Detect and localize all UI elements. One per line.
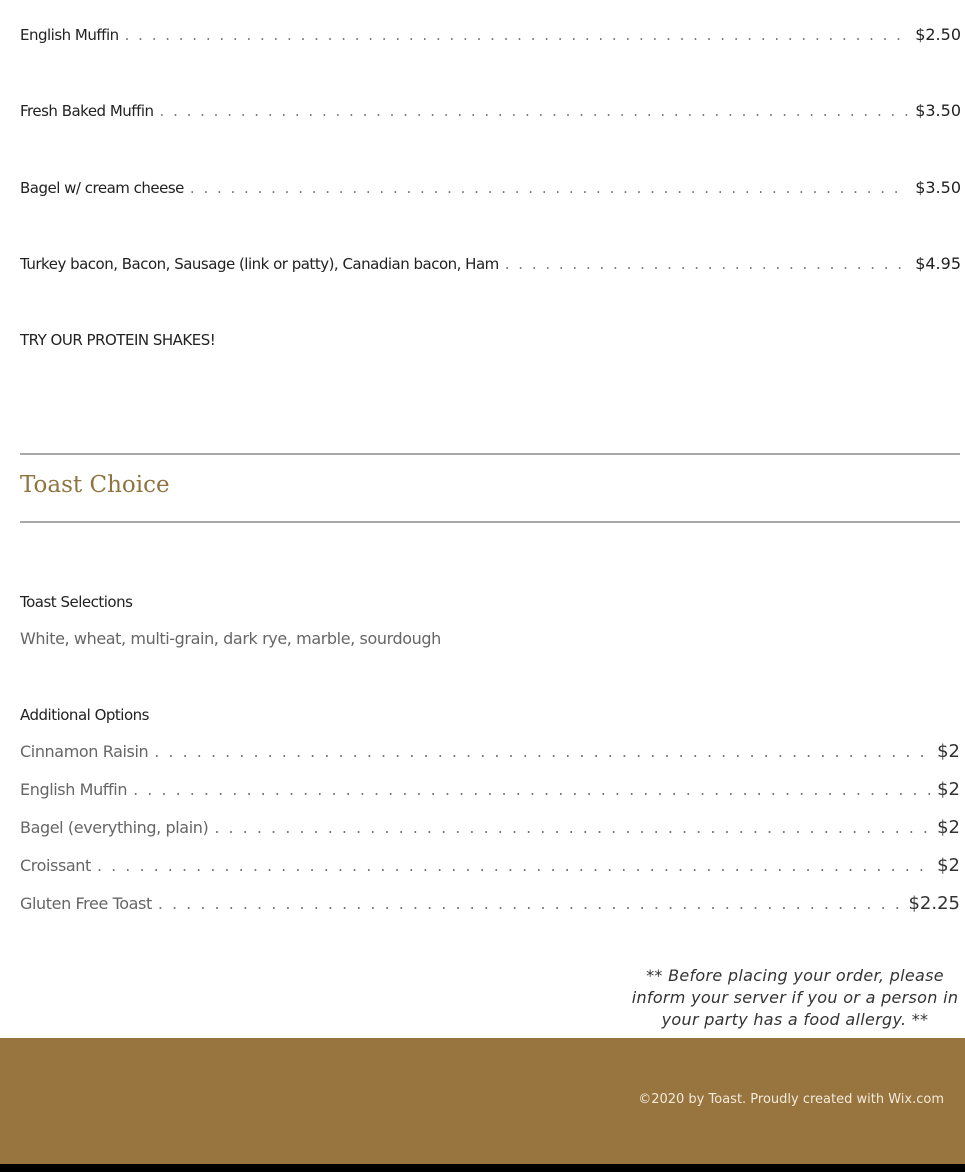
option-item [20,855,960,876]
menu-item [20,25,961,44]
dot-leader [154,742,931,761]
option-item-name: Croissant [20,856,91,875]
dot-leader [214,818,931,837]
bottom-bar [0,1164,965,1172]
dot-leader [125,26,910,44]
menu-item-price: $3.50 [915,101,961,120]
option-item [20,779,960,800]
option-item-name: English Muffin [20,780,128,799]
option-item-price: $2.25 [908,893,960,914]
option-item-price: $2 [937,741,960,762]
dot-leader [190,179,909,197]
additional-options-heading: Additional Options [20,706,149,724]
menu-item [20,254,961,273]
menu-item-price: $2.50 [915,25,961,44]
dot-leader [97,856,931,875]
dot-leader [133,780,931,799]
allergy-notice: ** Before placing your order, please inform your server if you or a person in your party has a food allergy. ** [631,966,959,1029]
option-item [20,817,960,838]
dot-leader [160,102,910,120]
section-title: Toast Choice [20,472,170,498]
menu-item [20,101,961,120]
option-item-price: $2 [937,779,960,800]
dot-leader [505,255,909,273]
menu-item-name: Turkey bacon, Bacon, Sausage (link or patty), Canadian bacon, Ham [20,255,499,273]
option-item-price: $2 [937,855,960,876]
section-divider [20,453,960,455]
menu-item [20,178,961,197]
dot-leader [158,894,903,913]
option-item [20,893,960,914]
section-divider [20,521,960,523]
toast-selections-heading: Toast Selections [20,593,133,611]
toast-selections-text: White, wheat, multi-grain, dark rye, marble, sourdough [20,629,441,648]
menu-item-name: English Muffin [20,26,119,44]
promo-text: TRY OUR PROTEIN SHAKES! [20,331,216,349]
copyright-text: ©2020 by Toast. Proudly created with Wix.com [638,1092,944,1107]
option-item [20,741,960,762]
menu-item-price: $3.50 [915,178,961,197]
menu-item-price: $4.95 [915,254,961,273]
option-item-price: $2 [937,817,960,838]
menu-item-name: Fresh Baked Muffin [20,102,154,120]
footer [0,1038,965,1164]
menu-item-name: Bagel w/ cream cheese [20,179,184,197]
option-item-name: Gluten Free Toast [20,894,152,913]
option-item-name: Bagel (everything, plain) [20,818,209,837]
option-item-name: Cinnamon Raisin [20,742,149,761]
